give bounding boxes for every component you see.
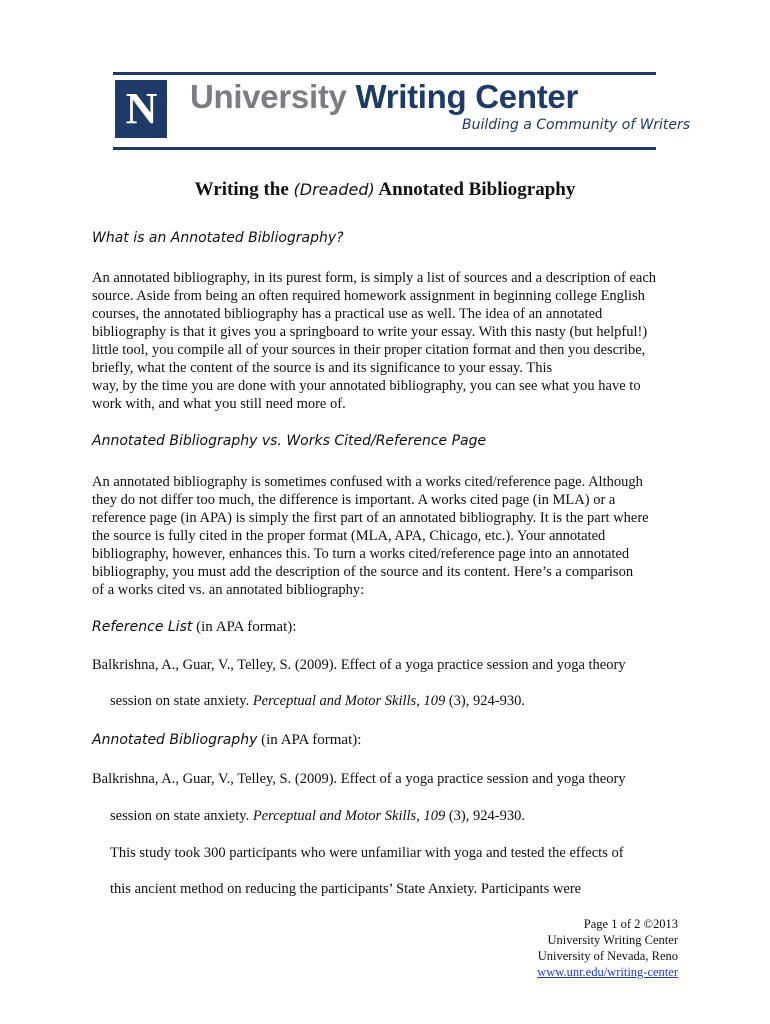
- reference-citation-pre: session on state anxiety.: [110, 693, 253, 709]
- header-tagline: Building a Community of Writers: [462, 117, 691, 133]
- reference-citation-line2: [110, 693, 525, 710]
- header-title-part1: University: [190, 78, 356, 115]
- document-title: [0, 179, 770, 201]
- header-title-part2: Writing Center: [355, 78, 578, 115]
- footer-website-link[interactable]: www.unr.edu/writing-center: [537, 965, 678, 979]
- paragraph-line: bibliography, however, enhances this. To turn a works cited/reference page into an annotated: [92, 546, 630, 562]
- footer-university: University of Nevada, Reno: [537, 949, 678, 963]
- annotated-bibliography-heading: [92, 732, 361, 749]
- reference-list-heading: [92, 619, 296, 636]
- paragraph-line: the source is fully cited in the proper format (MLA, APA, Chicago, etc.). Your annotated: [92, 528, 606, 544]
- header-title: [190, 78, 578, 116]
- header-bottom-rule: [113, 147, 656, 150]
- annotated-bibliography-heading-note: (in APA format):: [257, 732, 362, 748]
- paragraph-line: An annotated bibliography, in its purest form, is simply a list of sources and a description of each: [92, 270, 657, 286]
- paragraph-line: bibliography is that it gives you a springboard to write your essay. With this nasty (but helpful!): [92, 324, 648, 340]
- annotated-citation-pre: session on state anxiety.: [110, 808, 253, 824]
- reference-citation-post: (3), 924-930.: [445, 693, 525, 709]
- annotation-line2: this ancient method on reducing the participants’ State Anxiety. Participants were: [110, 881, 582, 897]
- paragraph-line: way, by the time you are done with your annotated bibliography, you can see what you have to: [92, 378, 641, 394]
- annotated-bibliography-heading-text: Annotated Bibliography: [92, 732, 258, 748]
- page-footer: [537, 916, 678, 980]
- reference-list-heading-note: (in APA format):: [192, 619, 297, 635]
- footer-page-number: Page 1 of 2 ©2013: [583, 917, 678, 931]
- title-hand: (Dreaded): [293, 180, 375, 199]
- paragraph-line: of a works cited vs. an annotated bibliography:: [92, 582, 365, 598]
- paragraph-line: An annotated bibliography is sometimes confused with a works cited/reference page. Although: [92, 474, 643, 490]
- paragraph-line: source. Aside from being an often required homework assignment in beginning college English: [92, 288, 645, 304]
- annotated-citation-line1: Balkrishna, A., Guar, V., Telley, S. (2009). Effect of a yoga practice session and yoga theory: [92, 771, 626, 787]
- university-logo: [115, 80, 167, 138]
- paragraph-line: they do not differ too much, the difference is important. A works cited page (in MLA) or a: [92, 492, 616, 508]
- section2-paragraph: [92, 473, 692, 599]
- annotated-citation-line2: [110, 808, 525, 825]
- paragraph-line: bibliography, you must add the description of the source and its content. Here’s a comparison: [92, 564, 634, 580]
- section1-heading: What is an Annotated Bibliography?: [92, 230, 344, 246]
- paragraph-line: work with, and what you still need more of.: [92, 396, 346, 412]
- logo-letter: N: [125, 84, 157, 133]
- paragraph-line: little tool, you compile all of your sources in their proper citation format and then you describe,: [92, 342, 646, 358]
- paragraph-line: briefly, what the content of the source is and its significance to your essay. This: [92, 360, 553, 376]
- reference-citation-journal: Perceptual and Motor Skills, 109: [252, 693, 446, 709]
- footer-org: University Writing Center: [547, 933, 678, 947]
- paragraph-line: courses, the annotated bibliography has a practical use as well. The idea of an annotated: [92, 306, 603, 322]
- annotated-citation-post: (3), 924-930.: [445, 808, 525, 824]
- section2-heading: Annotated Bibliography vs. Works Cited/Reference Page: [92, 433, 487, 449]
- annotated-citation-journal: Perceptual and Motor Skills, 109: [252, 808, 446, 824]
- header-top-rule: [113, 72, 656, 75]
- paragraph-line: reference page (in APA) is simply the first part of an annotated bibliography. It is the part where: [92, 510, 649, 526]
- title-prefix: Writing the: [194, 179, 294, 200]
- reference-list-heading-text: Reference List: [92, 619, 193, 635]
- annotation-line1: This study took 300 participants who were unfamiliar with yoga and tested the effects of: [110, 845, 624, 861]
- section1-paragraph: [92, 269, 692, 413]
- reference-citation-line1: Balkrishna, A., Guar, V., Telley, S. (2009). Effect of a yoga practice session and yoga theory: [92, 657, 626, 673]
- title-suffix: Annotated Bibliography: [374, 179, 576, 200]
